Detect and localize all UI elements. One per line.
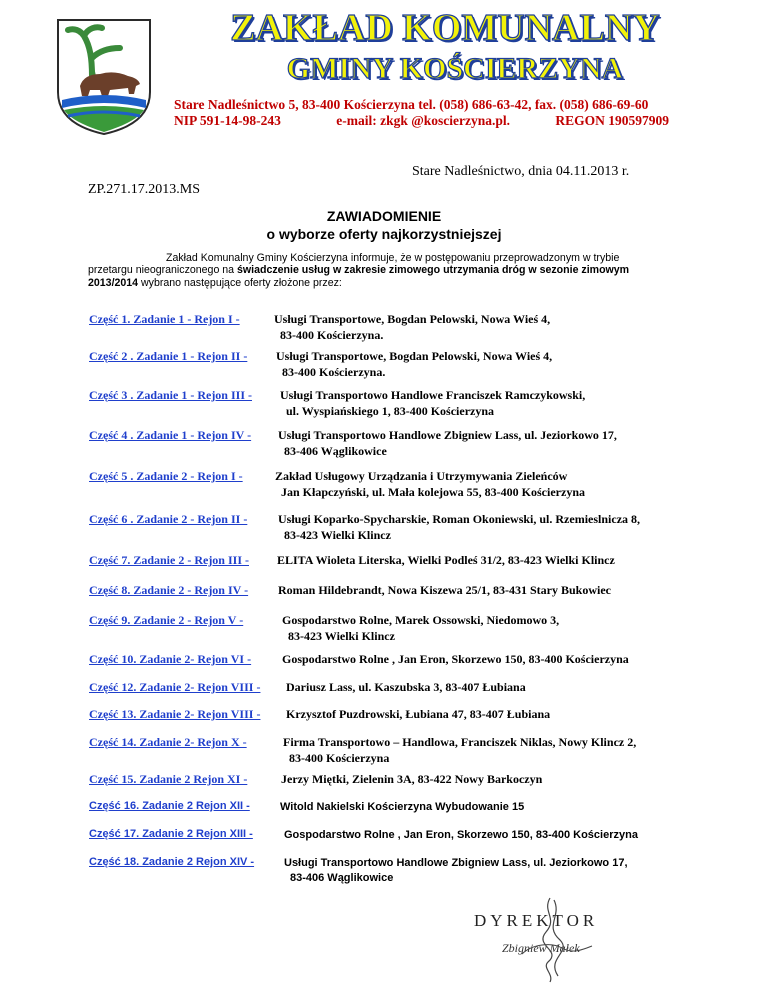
contractor-line: Jan Kłapczyński, ul. Mała kolejowa 55, 83-400 Kościerzyna bbox=[281, 484, 585, 499]
document-subtitle: o wyborze oferty najkorzystniejszej bbox=[266, 226, 502, 242]
contractor-line: Usługi Transportowe, Bogdan Pelowski, Nowa Wieś 4, bbox=[276, 349, 553, 363]
intro-text-bold: świadczenie usług w zakresie zimowego utrzymania dróg w sezonie zimowym 2013/2014 bbox=[88, 264, 630, 289]
reference-number: ZP.271.17.2013.MS bbox=[88, 182, 201, 197]
nip-number: NIP 591-14-98-243 bbox=[174, 113, 281, 128]
email-address: e-mail: zkgk @koscierzyna.pl. bbox=[336, 113, 511, 128]
lot-label[interactable]: Część 9. Zadanie 2 - Rejon V - bbox=[89, 613, 244, 627]
signature-role: DYREKTOR bbox=[474, 911, 599, 930]
director-signature bbox=[462, 892, 642, 984]
contractor-line: Krzysztof Puzdrowski, Łubiana 47, 83-407 Łubiana bbox=[286, 707, 551, 721]
lot-label[interactable]: Część 18. Zadanie 2 Rejon XIV - bbox=[89, 856, 255, 868]
lot-contractor bbox=[286, 707, 550, 723]
contractor-line: Jerzy Miętki, Zielenin 3A, 83-422 Nowy Barkoczyn bbox=[281, 772, 543, 786]
lot-label[interactable]: Część 8. Zadanie 2 - Rejon IV - bbox=[89, 583, 249, 597]
contractor-line: Zakład Usługowy Urządzania i Utrzymywania Zieleńców bbox=[275, 469, 568, 483]
lot-contractor bbox=[280, 800, 524, 815]
lot-label[interactable]: Część 3 . Zadanie 1 - Rejon III - bbox=[89, 388, 252, 402]
lot-contractor bbox=[286, 680, 526, 696]
document-title: ZAWIADOMIENIE bbox=[326, 208, 442, 224]
contractor-line: Usługi Transportowe, Bogdan Pelowski, Nowa Wieś 4, bbox=[274, 312, 551, 326]
contractor-line: Gospodarstwo Rolne , Jan Eron, Skorzewo 150, 83-400 Kościerzyna bbox=[284, 829, 638, 841]
lot-contractor bbox=[278, 583, 611, 599]
contractor-line: 83-406 Wąglikowice bbox=[284, 443, 387, 458]
lot-label[interactable]: Część 16. Zadanie 2 Rejon XII - bbox=[89, 800, 250, 812]
lot-label[interactable]: Część 12. Zadanie 2- Rejon VIII - bbox=[89, 680, 261, 694]
contractor-line: Usługi Koparko-Spycharskie, Roman Okoniewski, ul. Rzemieslnicza 8, bbox=[278, 512, 641, 526]
place-date: Stare Nadleśnictwo, dnia 04.11.2013 r. bbox=[412, 164, 630, 179]
lot-contractor bbox=[274, 312, 550, 343]
regon-number: REGON 190597909 bbox=[555, 113, 670, 128]
company-ids-line bbox=[174, 113, 669, 129]
contractor-line: 83-423 Wielki Klincz bbox=[288, 628, 395, 643]
contractor-line: ul. Wyspiańskiego 1, 83-400 Kościerzyna bbox=[286, 403, 495, 418]
lot-contractor bbox=[282, 613, 559, 644]
lot-contractor bbox=[281, 772, 542, 788]
lot-label[interactable]: Część 1. Zadanie 1 - Rejon I - bbox=[89, 312, 240, 326]
lot-contractor bbox=[275, 469, 585, 500]
contractor-line: Usługi Transportowo Handlowe Franciszek Ramczykowski, bbox=[280, 388, 586, 402]
contractor-line: Roman Hildebrandt, Nowa Kiszewa 25/1, 83-431 Stary Bukowiec bbox=[278, 583, 611, 597]
company-name-title: ZAKŁAD KOMUNALNY bbox=[230, 7, 660, 49]
intro-text-end: wybrano następujące oferty złożone przez: bbox=[138, 276, 342, 289]
contractor-line: Usługi Transportowo Handlowe Zbigniew Lass, ul. Jeziorkowo 17, bbox=[278, 428, 617, 442]
lot-label[interactable]: Część 10. Zadanie 2- Rejon VI - bbox=[89, 652, 252, 666]
lot-contractor bbox=[280, 388, 585, 419]
lot-contractor bbox=[278, 428, 617, 459]
lot-contractor bbox=[282, 652, 629, 668]
lot-label[interactable]: Część 4 . Zadanie 1 - Rejon IV - bbox=[89, 428, 252, 442]
company-address: Stare Nadleśnictwo 5, 83-400 Kościerzyna tel. (058) 686-63-42, fax. (058) 686-69-60 bbox=[174, 97, 649, 112]
contractor-line: Witold Nakielski Kościerzyna Wybudowanie 15 bbox=[280, 801, 525, 813]
lot-label[interactable]: Część 13. Zadanie 2- Rejon VIII - bbox=[89, 707, 261, 721]
contractor-line: Gospodarstwo Rolne , Jan Eron, Skorzewo 150, 83-400 Kościerzyna bbox=[282, 652, 629, 666]
lot-label[interactable]: Część 2 . Zadanie 1 - Rejon II - bbox=[89, 349, 248, 363]
contractor-line: Usługi Transportowo Handlowe Zbigniew Lass, ul. Jeziorkowo 17, bbox=[284, 857, 628, 869]
lot-label[interactable]: Część 5 . Zadanie 2 - Rejon I - bbox=[89, 469, 243, 483]
lot-contractor bbox=[278, 512, 640, 543]
lot-contractor bbox=[284, 856, 628, 886]
contractor-line: Firma Transportowo – Handlowa, Franciszek Niklas, Nowy Klincz 2, bbox=[283, 735, 637, 749]
contractor-line: 83-406 Wąglikowice bbox=[290, 872, 394, 884]
lot-contractor bbox=[284, 828, 638, 843]
contractor-line: 83-423 Wielki Klincz bbox=[284, 527, 391, 542]
contractor-line: 83-400 Kościerzyna. bbox=[280, 327, 384, 342]
lot-contractor bbox=[277, 553, 615, 569]
signature-name: Zbigniew Małek bbox=[502, 941, 580, 955]
intro-paragraph bbox=[88, 252, 660, 289]
lot-label[interactable]: Część 7. Zadanie 2 - Rejon III - bbox=[89, 553, 249, 567]
lot-contractor bbox=[283, 735, 636, 766]
contractor-line: Gospodarstwo Rolne, Marek Ossowski, Niedomowo 3, bbox=[282, 613, 560, 627]
contractor-line: Dariusz Lass, ul. Kaszubska 3, 83-407 Łubiana bbox=[286, 680, 526, 694]
contractor-line: 83-400 Kościerzyna. bbox=[282, 364, 386, 379]
contractor-line: 83-400 Kościerzyna bbox=[289, 750, 390, 765]
contractor-line: ELITA Wioleta Literska, Wielki Podleś 31/2, 83-423 Wielki Klincz bbox=[277, 553, 615, 567]
lot-label[interactable]: Część 15. Zadanie 2 Rejon XI - bbox=[89, 772, 248, 786]
lot-label[interactable]: Część 17. Zadanie 2 Rejon XIII - bbox=[89, 828, 253, 840]
company-municipality-title: GMINY KOŚCIERZYNA bbox=[286, 52, 624, 85]
intro-text-start: Zakład Komunalny Gminy Kościerzyna informuje, że w postępowaniu przeprowadzonym w trybie przetargu nieograniczonego na bbox=[88, 252, 620, 277]
lot-contractor bbox=[276, 349, 552, 380]
lot-label[interactable]: Część 14. Zadanie 2- Rejon X - bbox=[89, 735, 247, 749]
lot-label[interactable]: Część 6 . Zadanie 2 - Rejon II - bbox=[89, 512, 248, 526]
